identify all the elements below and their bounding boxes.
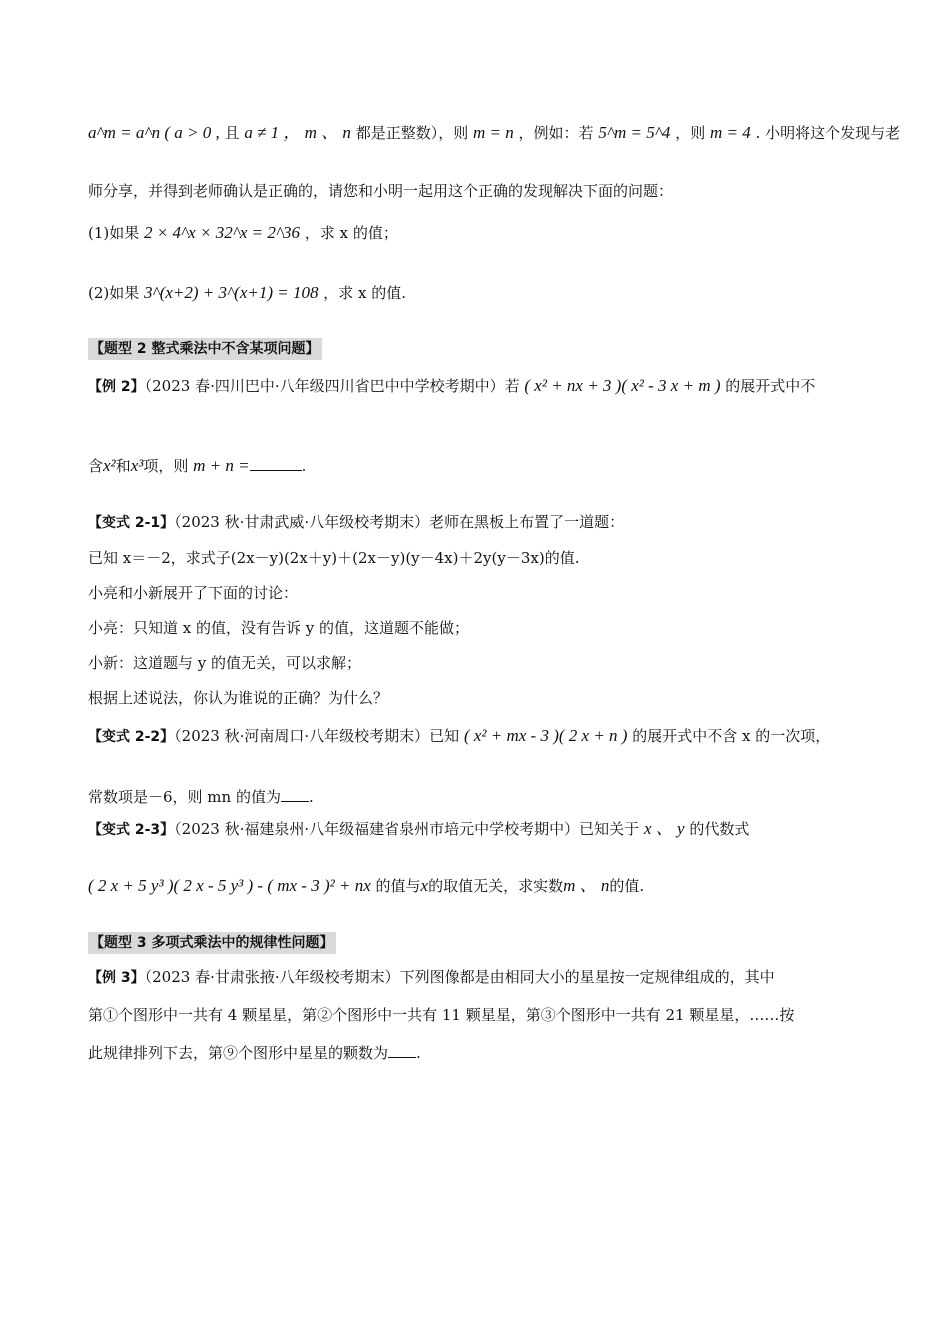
example-label: 【例 3】 (88, 970, 145, 986)
text: 都是正整数），则 (355, 124, 469, 142)
answer-blank[interactable] (388, 1043, 416, 1058)
example-2-line-2 (88, 455, 890, 477)
variant-2-1-line-4: 小亮：只知道 x 的值，没有告诉 y 的值，这道题不能做； (88, 619, 470, 637)
math-expression: a ≠ 1 ， m 、 n (244, 123, 351, 142)
variant-2-3-line-2 (88, 875, 890, 897)
text: （2023 春·甘肃张掖·八年级校考期末）下列图像都是由相同大小的星星按一定规律组成的，其中 (144, 968, 775, 986)
example-3-line-3 (88, 1042, 890, 1064)
math-expression: 3^(x+2) + 3^(x+1) = 108 (144, 283, 319, 302)
text: 且 (224, 124, 240, 142)
math-expression: x² (103, 456, 116, 475)
math-expression: m 、 n (563, 876, 610, 895)
text: . (308, 788, 314, 806)
example-label: 【例 2】 (88, 379, 145, 395)
variant-2-1-line-1 (88, 511, 890, 534)
text: 和 (115, 457, 131, 475)
example-3-line-1 (88, 966, 890, 989)
text: ，例如：若 (518, 124, 594, 142)
math-expression: m + n = (193, 456, 250, 475)
question-1 (88, 222, 890, 244)
q1-suffix: ，求 x 的值； (304, 224, 398, 242)
math-expression: x³ (130, 456, 144, 475)
intro-line-2: 师分享，并得到老师确认是正确的，请您和小明一起用这个正确的发现解决下面的问题： (88, 182, 674, 200)
answer-blank[interactable] (281, 787, 309, 802)
q2-suffix: ，求 x 的值. (323, 284, 407, 302)
source: （2023 春·四川巴中·八年级四川省巴中中学校考期中）若 (144, 377, 520, 395)
variant-label: 【变式 2-1】 (88, 515, 175, 531)
question-2 (88, 282, 890, 304)
source: （2023 秋·河南周口·八年级校考期末）已知 (174, 727, 460, 745)
math-expression: 5^m = 5^4 (598, 123, 671, 142)
text: . (416, 1044, 421, 1062)
variant-2-2-line-2 (88, 786, 890, 808)
math-expression: a^m = a^n ( a > 0 , (88, 123, 220, 142)
text: 的展开式中不含 x 的一次项， (632, 727, 831, 745)
variant-2-1-line-6: 根据上述说法，你认为谁说的正确？为什么？ (88, 689, 389, 707)
variant-2-1-line-2: 已知 x＝－2，求式子(2x－y)(2x＋y)＋(2x－y)(y－4x)＋2y(y－3x)的值. (88, 549, 580, 567)
math-expression: m = n (473, 123, 514, 142)
text: 的代数式 (689, 820, 750, 838)
math-expression: m = 4 (710, 123, 751, 142)
text: ，则 (675, 124, 706, 142)
text: . 小明将这个发现与老 (755, 124, 901, 142)
math-expression: ( x² + mx - 3 )( 2 x + n ) (463, 726, 628, 745)
text: 的值. (609, 877, 645, 895)
q1-prefix: (1)如果 (88, 224, 140, 242)
answer-blank[interactable] (250, 456, 302, 471)
variant-2-1-line-5: 小新：这道题与 y 的值无关，可以求解； (88, 654, 362, 672)
variant-label: 【变式 2-3】 (88, 822, 175, 838)
variant-label: 【变式 2-2】 (88, 729, 175, 745)
text: 含 (88, 457, 104, 475)
section-heading-type3 (88, 931, 890, 954)
section-heading-type2 (88, 337, 890, 360)
math-expression: ( x² + nx + 3 )( x² - 3 x + m ) (524, 376, 721, 395)
text: 的展开式中不 (725, 377, 816, 395)
heading-text: 【题型 2 整式乘法中不含某项问题】 (88, 338, 322, 360)
variant-2-1-line-3: 小亮和小新展开了下面的讨论： (88, 584, 299, 602)
text: . (301, 457, 307, 475)
q2-prefix: (2)如果 (88, 284, 140, 302)
heading-text: 【题型 3 多项式乘法中的规律性问题】 (88, 932, 336, 954)
example-2-line-1 (88, 375, 890, 398)
intro-line-1 (88, 122, 901, 144)
text: 的取值无关，求实数 (428, 877, 564, 895)
text: 常数项是－6，则 mn 的值为 (88, 788, 281, 806)
math-expression: x (420, 876, 429, 895)
example-3-line-2: 第①个图形中一共有 4 颗星星，第②个图形中一共有 11 颗星星，第③个图形中一共有 21 颗星星，……按 (88, 1006, 795, 1024)
text: 的值与 (375, 877, 421, 895)
variant-2-2-line-1 (88, 725, 890, 748)
variant-2-3-line-1 (88, 818, 890, 841)
source: （2023 秋·甘肃武威·八年级校考期末）老师在黑板上布置了一道题： (174, 513, 625, 531)
source: （2023 秋·福建泉州·八年级福建省泉州市培元中学校考期中）已知关于 (174, 820, 640, 838)
math-expression: x 、 y (643, 819, 685, 838)
text: 项，则 (143, 457, 189, 475)
math-expression: ( 2 x + 5 y³ )( 2 x - 5 y³ ) - ( mx - 3 )² + nx (88, 876, 371, 895)
text: 此规律排列下去，第⑨个图形中星星的颗数为 (88, 1044, 389, 1062)
math-expression: 2 × 4^x × 32^x = 2^36 (144, 223, 301, 242)
